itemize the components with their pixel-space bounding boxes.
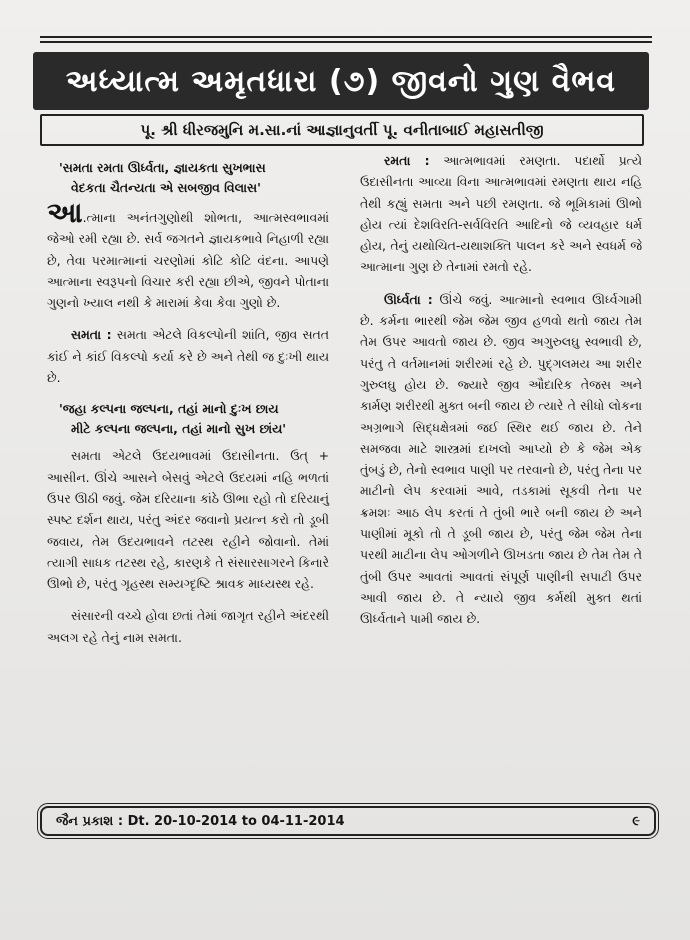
ramata-text: આત્મભાવમાં રમણતા. પદાર્થો પ્રત્યે ઉદાસીનતા આવ્યા વિના આત્મભાવમાં રમણતા થાય નહિ તેથી કહ્યું સમતા અને પછી રમણતા. જે ભૂમિકામાં ઊભો હોય ત્યાં દેશવિરતિ-સર્વવિરતિ આદિનો જે વ્યવહાર ધર્મ હોય, તેનું યથોચિત-યથાશક્તિ પાલન કરે અને સ્વધર્મ જે આત્માના ગુણ છે તેનામાં રમતો રહે.	[360, 153, 642, 275]
page-number: ૯	[632, 813, 640, 829]
udasinata-paragraph: સમતા એટલે ઉદયભાવમાં ઉદાસીનતા. ઉત્ + આસીન. ઊંચે આસને બેસવું એટલે ઉદયમાં નહિ ભળતાં ઉપર ઊઠી જવું. જેમ દરિયાના કાંઠે ઊભા રહો તો દરિયાનું સ્પષ્ટ દર્શન થાય, પરંતુ અંદર જવાનો પ્રયત્ન કરો તો ડૂબી જવાય, તેમ ઉદયભાવને તટસ્થ રહીને જોવાનો. તેમાં ત્યાગી સાધક તટસ્થ રહે, કારણકે તે સંસારસાગરને કિનારે ઊભો છે, પરંતુ ગૃહસ્થ સમ્યગ્દૃષ્ટિ શ્રાવક માધ્યસ્થ રહે.	[47, 448, 329, 592]
kalpana-line-2: મીટે કલ્પના જલ્પના, તહાં માનો સુખ છાંય'	[71, 421, 287, 437]
left-column	[47, 158, 329, 659]
page-footer	[40, 806, 656, 836]
ramata-paragraph	[360, 150, 642, 278]
urdhvata-paragraph	[360, 289, 642, 630]
intro-paragraph	[47, 196, 329, 313]
intro-text: .ત્માના અનંતગુણોથી શોભતા, આત્મસ્વભાવમાં જેઓ રમી રહ્યા છે. સર્વ જગતને જ્ઞાયકભાવે નિહાળી રહ્યા છે, તેવા પરમાત્માનાં ચરણોમાં કોટિ કોટિ વંદના. આપણે આત્માના સ્વરૂપનો વિચાર કરી રહ્યા છીએ, જીવને પોતાના ગુણનો ખ્યાલ નથી કે મારામાં કેવા કેવા ગુણો છે.	[47, 210, 329, 311]
drop-cap: આ	[47, 196, 83, 229]
verse-line-1: 'સમતા રમતા ઊર્ધ્વતા, જ્ઞાયકતા સુખભાસ	[59, 160, 266, 175]
opening-verse	[59, 158, 329, 198]
author-line: પૂ. શ્રી ધીરજમુનિ મ.સા.નાં આજ્ઞાનુવર્તી પૂ. વનીતાબાઈ મહાસતીજી	[40, 114, 644, 146]
right-column	[360, 150, 642, 641]
samata-paragraph	[47, 324, 329, 388]
top-rule-2	[40, 41, 652, 43]
kalpana-line-1: 'જહા કલ્પના જલ્પના, તહાં માનો દુઃખ છાય	[59, 401, 279, 417]
urdhvata-label: ઊર્ધ્વતા :	[384, 291, 433, 307]
samata-label: સમતા :	[71, 327, 112, 343]
article-title: અધ્યાત્મ અમૃતધારા (૭) જીવનો ગુણ વૈભવ	[33, 52, 649, 110]
urdhvata-text: ઊંચે જવું. આત્માનો સ્વભાવ ઊર્ધ્વગામી છે. કર્મના ભારથી જેમ જેમ જીવ હળવો થતો જાય તેમ તેમ ઉપર આવતો જાય છે. જીવ અગુરુલઘુ સ્વભાવી છે, પરંતુ તે વર્તમાનમાં શરીરમાં રહે છે. પુદ્ગલમય આ શરીર ગુરુલઘુ હોય છે. જ્યારે જીવ ઔદારિક તેજસ અને કાર્મણ શરીરથી મુક્ત બની જાય છે ત્યારે તે સીધો લોકના અગ્રભાગે સિદ્ધક્ષેત્રમાં જઈ સ્થિર થઈ જાય છે. તેને સમજવા માટે શાસ્ત્રમાં દાખલો આપ્યો છે કે જેમ એક તુંબડું છે, તેનો સ્વભાવ પાણી પર તરવાનો છે, પરંતુ તેના પર માટીનો લેપ કરવામાં આવે, તડકામાં સૂકવી તેના પર ક્રમશઃ આઠ લેપ કરતાં તે તુંબી ભારે બની જાય છે અને પાણીમાં મૂકો તો તે ડૂબી જાય છે, પરંતુ જેમ જેમ તેના પરથી માટીના લેપ ઓગળીને ઊખડતા જાય છે તેમ તેમ તે તુંબી ઉપર આવતાં આવતાં સંપૂર્ણ પાણીની સપાટી ઉપર આવી જાય છે. તે ન્યાયે જીવ કર્મથી મુક્ત થતાં ઊર્ધ્વતાને પામી જાય છે.	[360, 291, 642, 627]
ramata-label: રમતા :	[384, 153, 430, 168]
top-rule-1	[40, 36, 652, 38]
publication-info: જૈન પ્રકાશ : Dt. 20-10-2014 to 04-11-2014	[56, 813, 345, 829]
sansar-paragraph: સંસારની વચ્ચે હોવા છતાં તેમાં જાગૃત રહીને અંદરથી અલગ રહે તેનું નામ સમતા.	[47, 608, 329, 645]
verse-line-2: વેદકતા ચૈતન્યતા એ સબજીવ વિલાસ'	[71, 180, 261, 195]
samata-text: સમતા એટલે વિકલ્પોની શાંતિ, જીવ સતત કાંઈ ને કાંઈ વિકલ્પો કર્યા કરે છે અને તેથી જ દુઃખી થાય છે.	[47, 327, 329, 386]
kalpana-verse	[59, 399, 329, 439]
